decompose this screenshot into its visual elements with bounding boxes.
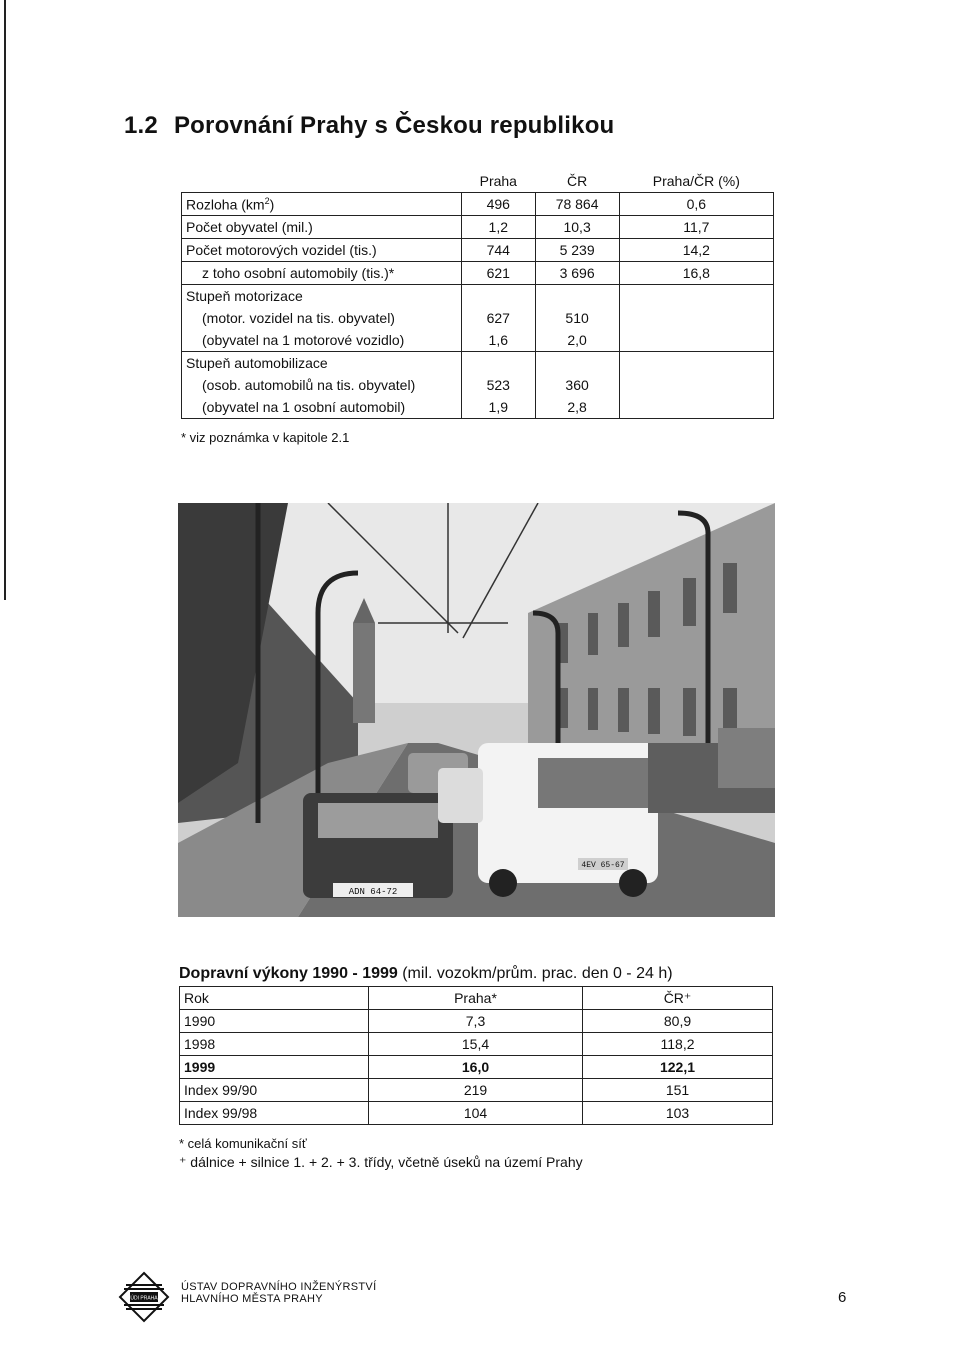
group-label-automobilizace: Stupeň automobilizace (182, 352, 462, 375)
table-row (180, 1102, 773, 1125)
comparison-table (181, 170, 774, 419)
table-row (182, 216, 774, 239)
table-row (182, 285, 774, 308)
cell-cr: 103 (583, 1102, 773, 1125)
page-number: 6 (838, 1289, 847, 1306)
table-row (182, 307, 774, 329)
cell-pct: 0,6 (619, 193, 773, 216)
cell-praha: 1,2 (462, 216, 536, 239)
cell-praha: 496 (462, 193, 536, 216)
row-label: Rozloha $(km^2)$ (182, 193, 462, 216)
traffic-header-row (180, 987, 773, 1010)
traffic-title-unit: (mil. vozokm/prům. prac. den 0 - 24 h) (397, 965, 673, 982)
comparison-header-row (182, 170, 774, 193)
header-cr: ČR (566, 173, 588, 189)
cell-praha: 104 (369, 1102, 583, 1125)
cell-year: Index 99/98 (180, 1102, 369, 1125)
header-pct: Praha/ČR (%) (652, 173, 740, 189)
institute-name (181, 1281, 376, 1305)
section-heading: Porovnání Prahy s Českou republikou (173, 112, 615, 139)
table-row (180, 1033, 773, 1056)
table-row (182, 262, 774, 285)
cell-praha: 627 (462, 307, 536, 329)
header-rok: Rok (180, 987, 369, 1010)
cell-praha: 7,3 (369, 1010, 583, 1033)
cell-praha: 219 (369, 1079, 583, 1102)
cell-year: 1998 (180, 1033, 369, 1056)
header-cr: ČR⁺ (583, 987, 773, 1010)
row-label: Počet obyvatel (mil.) (182, 216, 462, 239)
institute-line-2: HLAVNÍHO MĚSTA PRAHY (181, 1293, 323, 1305)
van-plate: 4EV 65-67 (581, 861, 625, 870)
header-praha: Praha (479, 173, 517, 189)
cell-praha: 621 (462, 262, 536, 285)
row-label: (motor. vozidel na tis. obyvatel) (182, 307, 462, 329)
table-row (180, 1079, 773, 1102)
cell-cr: 3 696 (535, 262, 619, 285)
row-label: (osob. automobilů na tis. obyvatel) (182, 374, 462, 396)
table-row (182, 193, 774, 216)
cell-praha: 744 (462, 239, 536, 262)
row-label: (obyvatel na 1 motorové vozidlo) (182, 329, 462, 352)
traffic-title-bold: Dopravní výkony 1990 - 1999 (179, 965, 398, 982)
cell-praha: 1,9 (462, 396, 536, 419)
cell-praha: 16,0 (369, 1056, 583, 1079)
cell-year: 1999 (180, 1056, 369, 1079)
cell-cr: 151 (583, 1079, 773, 1102)
cell-cr: 5 239 (535, 239, 619, 262)
cell-year: Index 99/90 (180, 1079, 369, 1102)
cell-pct: 16,8 (619, 262, 773, 285)
table-row (182, 329, 774, 352)
row-label: (obyvatel na 1 osobní automobil) (182, 396, 462, 419)
table-row (182, 374, 774, 396)
cell-pct: 14,2 (619, 239, 773, 262)
cell-cr: 10,3 (535, 216, 619, 239)
cell-cr: 2,8 (535, 396, 619, 419)
cell-cr: 360 (535, 374, 619, 396)
cell-cr: 78 864 (535, 193, 619, 216)
cell-pct: 11,7 (619, 216, 773, 239)
section-title (124, 112, 614, 140)
cell-praha: 15,4 (369, 1033, 583, 1056)
header-praha: Praha* (369, 987, 583, 1010)
institute-line-1: ÚSTAV DOPRAVNÍHO INŽENÝRSTVÍ (181, 1281, 377, 1293)
table-row (182, 352, 774, 375)
street-photo (178, 503, 775, 917)
cell-praha: 523 (462, 374, 536, 396)
institute-logo-icon (118, 1271, 170, 1323)
traffic-footnote-1: * celá komunikační síť (179, 1136, 307, 1151)
traffic-footnote-2: ⁺ dálnice + silnice 1. + 2. + 3. třídy, včetně úseků na území Prahy (179, 1154, 583, 1170)
car-plate: ADN 64-72 (348, 887, 398, 897)
cell-cr: 122,1 (583, 1056, 773, 1079)
table-row (180, 1010, 773, 1033)
cell-cr: 510 (535, 307, 619, 329)
row-label: z toho osobní automobily (tis.)* (182, 262, 462, 285)
cell-cr: 80,9 (583, 1010, 773, 1033)
section-number: 1.2 (124, 112, 158, 139)
traffic-title (179, 965, 673, 983)
row-label: Počet motorových vozidel (tis.) (182, 239, 462, 262)
street-photo-illustration (178, 503, 775, 917)
table-row (182, 239, 774, 262)
traffic-table (179, 986, 773, 1125)
table-row (180, 1056, 773, 1079)
page-edge-line (4, 0, 6, 600)
cell-praha: 1,6 (462, 329, 536, 352)
cell-year: 1990 (180, 1010, 369, 1033)
group-label-motorizace: Stupeň motorizace (182, 285, 462, 308)
table-row (182, 396, 774, 419)
cell-cr: 118,2 (583, 1033, 773, 1056)
cell-cr: 2,0 (535, 329, 619, 352)
comparison-footnote: * viz poznámka v kapitole 2.1 (181, 430, 350, 445)
logo-text: ÚDI PRAHA (130, 1295, 158, 1302)
